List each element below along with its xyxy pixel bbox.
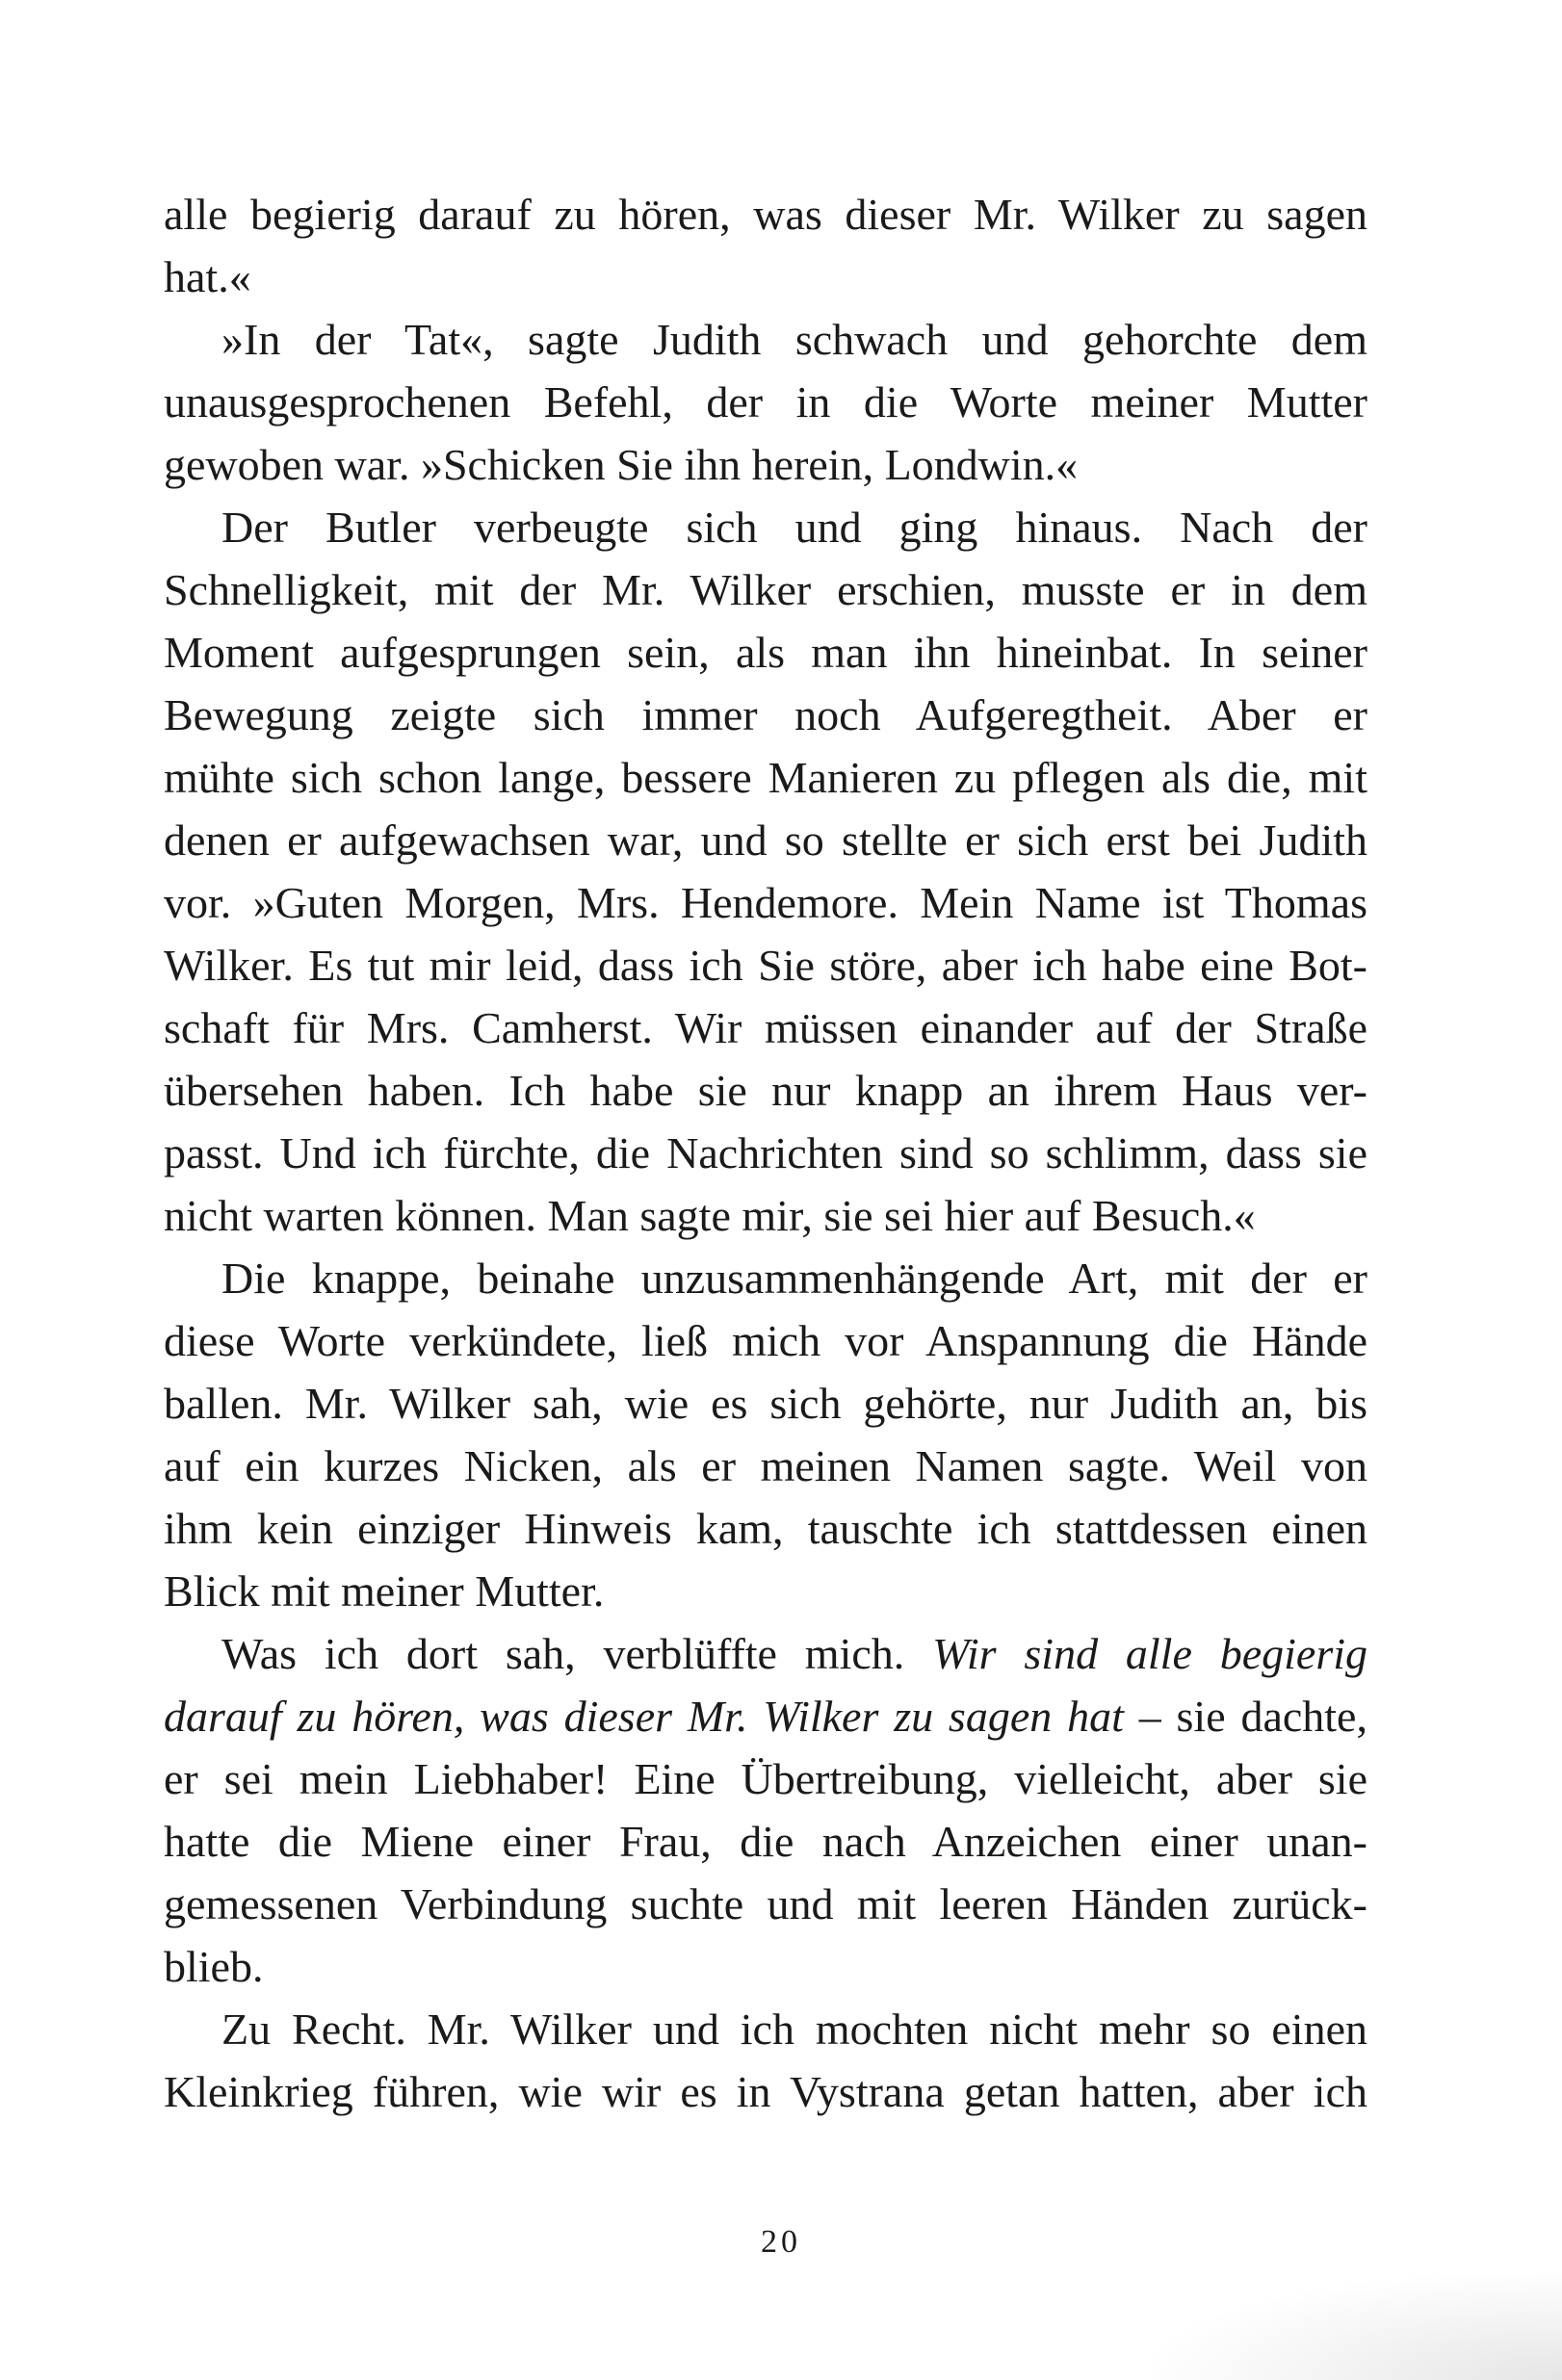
body-text — [164, 183, 1367, 2123]
text-line: gemessenen Verbindung suchte und mit leeren Händen zurück- — [164, 1879, 1367, 1928]
text-line: »In der Tat«, sagte Judith schwach und gehorchte dem — [221, 315, 1367, 364]
text-line: Blick mit meiner Mutter. — [164, 1566, 605, 1616]
text-line: Die knappe, beinahe unzusammenhängende Art, mit der er — [221, 1254, 1367, 1303]
text-line: Kleinkrieg führen, wie wir es in Vystrana getan hatten, aber ich — [164, 2067, 1367, 2116]
text-line: auf ein kurzes Nicken, als er meinen Namen sagte. Weil von — [164, 1441, 1367, 1490]
text-line: Der Butler verbeugte sich und ging hinaus. Nach der — [221, 503, 1367, 552]
text-line: Moment aufgesprungen sein, als man ihn hineinbat. In seiner — [164, 628, 1367, 677]
text-line: er sei mein Liebhaber! Eine Übertreibung, vielleicht, aber sie — [164, 1754, 1367, 1803]
italic-run: Wir sind alle begierig — [932, 1629, 1367, 1678]
text-line: Schnelligkeit, mit der Mr. Wilker erschien, musste er in dem — [164, 565, 1367, 614]
text-line: vor. »Guten Morgen, Mrs. Hendemore. Mein Name ist Thomas — [164, 878, 1367, 927]
italic-run: darauf zu hören, was dieser Mr. Wilker zu sagen hat — [164, 1692, 1124, 1741]
text-line: ballen. Mr. Wilker sah, wie es sich gehörte, nur Judith an, bis — [164, 1379, 1367, 1428]
text-run: Was ich dort sah, verblüffte mich. — [221, 1629, 933, 1678]
text-line — [164, 1685, 1367, 1747]
text-line: schaft für Mrs. Camherst. Wir müssen einander auf der Straße — [164, 1003, 1367, 1052]
text-line: nicht warten können. Man sagte mir, sie sei hier auf Besuch.« — [164, 1191, 1256, 1240]
text-line: blieb. — [164, 1942, 264, 1991]
text-run: – sie dachte, — [1123, 1692, 1367, 1741]
text-line: hat.« — [164, 252, 251, 301]
text-line: gewoben war. »Schicken Sie ihn herein, Londwin.« — [164, 440, 1079, 489]
text-line: Zu Recht. Mr. Wilker und ich mochten nicht mehr so einen — [221, 2005, 1367, 2054]
text-line: diese Worte verkündete, ließ mich vor Anspannung die Hände — [164, 1316, 1367, 1365]
text-line: hatte die Miene einer Frau, die nach Anzeichen einer unan- — [164, 1817, 1367, 1866]
text-line: unausgesprochenen Befehl, der in die Worte meiner Mutter — [164, 377, 1367, 427]
text-line: ihm kein einziger Hinweis kam, tauschte ich stattdessen einen — [164, 1504, 1367, 1553]
text-line: mühte sich schon lange, bessere Manieren zu pflegen als die, mit — [164, 753, 1367, 802]
text-line: Wilker. Es tut mir leid, dass ich Sie störe, aber ich habe eine Bot- — [164, 941, 1367, 990]
text-line: alle begierig darauf zu hören, was dieser Mr. Wilker zu sagen — [164, 190, 1367, 239]
text-line: Bewegung zeigte sich immer noch Aufgeregtheit. Aber er — [164, 690, 1367, 739]
text-line — [164, 1622, 1367, 1685]
text-line: passt. Und ich fürchte, die Nachrichten sind so schlimm, dass sie — [164, 1128, 1367, 1177]
page-number: 20 — [761, 2224, 801, 2260]
text-line: denen er aufgewachsen war, und so stellte er sich erst bei Judith — [164, 815, 1367, 865]
text-line: übersehen haben. Ich habe sie nur knapp an ihrem Haus ver- — [164, 1066, 1367, 1115]
page-corner-shadow — [1158, 2274, 1562, 2380]
